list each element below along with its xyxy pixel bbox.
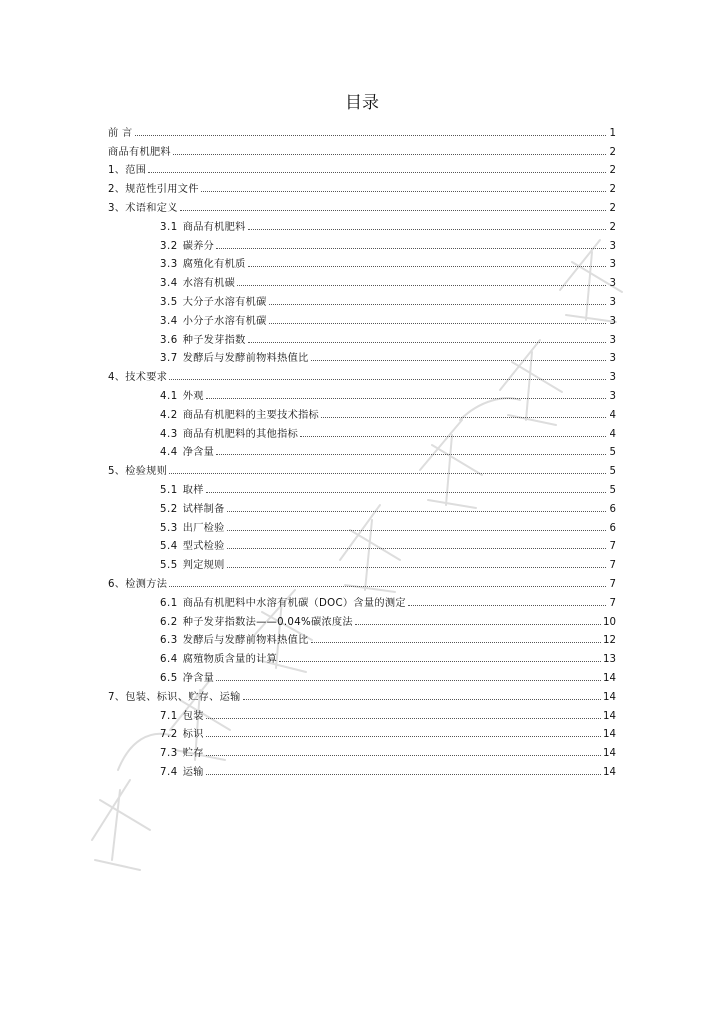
- toc-entry-page: 2: [609, 202, 616, 214]
- toc-entry-page: 4: [609, 409, 616, 421]
- toc-entry-number: 4.2: [160, 409, 178, 421]
- dot-leader: [169, 586, 606, 587]
- toc-entry-page: 5: [609, 447, 616, 459]
- toc-entry-page: 2: [609, 221, 616, 233]
- toc-entry-label: 7、包装、标识、贮存、运输: [108, 691, 241, 703]
- toc-entry-page: 5: [609, 466, 616, 478]
- toc-entry-number: 4.4: [160, 447, 178, 459]
- toc-entry-page: 3: [609, 334, 616, 346]
- toc-entry[interactable]: [108, 195, 616, 214]
- toc-entry[interactable]: [108, 176, 616, 195]
- toc-entry-label: 运输: [182, 766, 204, 778]
- toc-entry[interactable]: [108, 383, 616, 402]
- toc-entry[interactable]: [108, 515, 616, 534]
- toc-entry[interactable]: [108, 703, 616, 722]
- toc-entry-number: 5.2: [160, 503, 178, 515]
- toc-entry-number: 7.3: [160, 748, 178, 760]
- toc-entry-label: 包装: [182, 710, 204, 722]
- toc-entry-number: 7.1: [160, 710, 178, 722]
- toc-entry-label: 1、范围: [108, 165, 147, 177]
- dot-leader: [206, 774, 601, 775]
- dot-leader: [216, 454, 606, 455]
- dot-leader: [243, 699, 601, 700]
- toc-entry[interactable]: [108, 590, 616, 609]
- toc-entry-page: 12: [603, 635, 616, 647]
- toc-entry-label: 种子发芽指数法——0.04%碳浓度法: [182, 616, 353, 628]
- toc-entry-page: 6: [609, 522, 616, 534]
- toc-entry-page: 14: [603, 691, 616, 703]
- toc-entry[interactable]: [108, 609, 616, 628]
- toc-list: [108, 120, 616, 778]
- dot-leader: [321, 417, 606, 418]
- dot-leader: [201, 191, 606, 192]
- toc-entry-page: 14: [603, 748, 616, 760]
- dot-leader: [227, 548, 606, 549]
- dot-leader: [408, 605, 606, 606]
- toc-entry[interactable]: [108, 346, 616, 365]
- toc-entry[interactable]: [108, 740, 616, 759]
- toc-entry-label: 商品有机肥料的主要技术指标: [182, 409, 320, 421]
- toc-entry[interactable]: [108, 158, 616, 177]
- toc-entry-label: 标识: [182, 729, 204, 741]
- toc-entry-label: 出厂检验: [182, 522, 225, 534]
- toc-entry-label: 大分子水溶有机碳: [182, 296, 267, 308]
- toc-entry[interactable]: [108, 552, 616, 571]
- dot-leader: [248, 266, 606, 267]
- dot-leader: [206, 398, 606, 399]
- toc-entry-page: 3: [609, 315, 616, 327]
- toc-entry-page: 2: [609, 184, 616, 196]
- table-of-contents: [108, 92, 616, 778]
- toc-entry[interactable]: [108, 289, 616, 308]
- toc-entry[interactable]: [108, 628, 616, 647]
- toc-entry-number: 5.5: [160, 560, 178, 572]
- toc-entry-page: 1: [609, 127, 616, 139]
- toc-entry[interactable]: [108, 364, 616, 383]
- toc-entry-page: 4: [609, 428, 616, 440]
- toc-entry[interactable]: [108, 722, 616, 741]
- toc-entry-label: 贮存: [182, 748, 204, 760]
- toc-entry-page: 14: [603, 672, 616, 684]
- toc-entry[interactable]: [108, 252, 616, 271]
- toc-entry-label: 4、技术要求: [108, 372, 168, 384]
- dot-leader: [311, 360, 606, 361]
- toc-entry-number: 3.4: [160, 315, 178, 327]
- toc-entry-label: 发酵后与发酵前物料热值比: [182, 353, 309, 365]
- toc-entry-page: 14: [603, 766, 616, 778]
- dot-leader: [148, 172, 606, 173]
- toc-entry-number: 6.4: [160, 654, 178, 666]
- dot-leader: [206, 736, 601, 737]
- toc-entry-page: 3: [609, 259, 616, 271]
- toc-entry-page: 7: [609, 560, 616, 572]
- toc-entry-label: 判定规则: [182, 560, 225, 572]
- toc-entry-page: 13: [603, 654, 616, 666]
- dot-leader: [180, 210, 606, 211]
- toc-entry-number: 6.2: [160, 616, 178, 628]
- toc-entry[interactable]: [108, 684, 616, 703]
- dot-leader: [311, 642, 601, 643]
- toc-entry-label: 净含量: [182, 672, 215, 684]
- toc-entry-number: 3.4: [160, 278, 178, 290]
- dot-leader: [248, 342, 606, 343]
- dot-leader: [237, 285, 606, 286]
- dot-leader: [227, 511, 606, 512]
- toc-entry-number: 3.3: [160, 259, 178, 271]
- toc-entry-page: 3: [609, 240, 616, 252]
- toc-entry-label: 腐殖化有机质: [182, 259, 246, 271]
- toc-title: 目录: [345, 93, 379, 113]
- toc-entry[interactable]: [108, 120, 616, 139]
- dot-leader: [169, 379, 606, 380]
- toc-entry-page: 5: [609, 484, 616, 496]
- toc-entry[interactable]: [108, 496, 616, 515]
- toc-entry-number: 5.3: [160, 522, 178, 534]
- toc-entry[interactable]: [108, 646, 616, 665]
- toc-entry-label: 净含量: [182, 447, 215, 459]
- dot-leader: [135, 135, 606, 136]
- toc-entry-page: 6: [609, 503, 616, 515]
- dot-leader: [355, 624, 601, 625]
- dot-leader: [300, 436, 606, 437]
- dot-leader: [206, 492, 606, 493]
- toc-entry-number: 3.7: [160, 353, 178, 365]
- toc-entry-number: 3.2: [160, 240, 178, 252]
- toc-entry-number: 6.5: [160, 672, 178, 684]
- toc-entry-label: 商品有机肥料中水溶有机碳（DOC）含量的测定: [182, 597, 406, 609]
- dot-leader: [227, 567, 606, 568]
- toc-entry[interactable]: [108, 327, 616, 346]
- dot-leader: [206, 718, 601, 719]
- toc-entry-label: 2、规范性引用文件: [108, 184, 199, 196]
- toc-entry-page: 14: [603, 710, 616, 722]
- toc-entry-number: 6.1: [160, 597, 178, 609]
- dot-leader: [269, 323, 606, 324]
- toc-entry-page: 7: [609, 541, 616, 553]
- toc-entry-label: 前 言: [108, 127, 133, 139]
- toc-entry-number: 4.3: [160, 428, 178, 440]
- toc-entry-page: 14: [603, 729, 616, 741]
- toc-entry-number: 3.1: [160, 221, 178, 233]
- toc-entry-number: 3.5: [160, 296, 178, 308]
- toc-entry-page: 3: [609, 372, 616, 384]
- toc-entry-number: 5.1: [160, 484, 178, 496]
- toc-entry-number: 7.4: [160, 766, 178, 778]
- toc-entry-page: 7: [609, 578, 616, 590]
- toc-entry-page: 2: [609, 146, 616, 158]
- toc-entry-label: 水溶有机碳: [182, 278, 236, 290]
- dot-leader: [169, 473, 606, 474]
- dot-leader: [279, 661, 601, 662]
- toc-entry[interactable]: [108, 139, 616, 158]
- toc-entry-label: 发酵后与发酵前物料热值比: [182, 635, 309, 647]
- toc-entry[interactable]: [108, 402, 616, 421]
- toc-entry[interactable]: [108, 477, 616, 496]
- dot-leader: [216, 680, 601, 681]
- dot-leader: [269, 304, 606, 305]
- toc-entry-label: 型式检验: [182, 541, 225, 553]
- toc-entry-label: 取样: [182, 484, 204, 496]
- toc-entry[interactable]: [108, 214, 616, 233]
- toc-entry[interactable]: [108, 233, 616, 252]
- toc-entry-label: 试样制备: [182, 503, 225, 515]
- toc-entry[interactable]: [108, 308, 616, 327]
- toc-entry-label: 商品有机肥料的其他指标: [182, 428, 299, 440]
- toc-entry[interactable]: [108, 665, 616, 684]
- toc-entry-label: 5、检验规则: [108, 466, 168, 478]
- toc-entry-number: 4.1: [160, 390, 178, 402]
- toc-entry-label: 3、术语和定义: [108, 202, 178, 214]
- toc-entry-number: 7.2: [160, 729, 178, 741]
- toc-entry-page: 2: [609, 165, 616, 177]
- toc-entry-label: 商品有机肥料: [182, 221, 246, 233]
- dot-leader: [216, 248, 606, 249]
- toc-entry-number: 6.3: [160, 635, 178, 647]
- toc-entry-page: 3: [609, 296, 616, 308]
- toc-entry-page: 3: [609, 390, 616, 402]
- toc-entry-label: 商品有机肥料: [108, 146, 171, 158]
- toc-entry[interactable]: [108, 440, 616, 459]
- toc-entry-label: 碳养分: [182, 240, 215, 252]
- dot-leader: [227, 530, 606, 531]
- toc-entry[interactable]: [108, 759, 616, 778]
- toc-entry-number: 5.4: [160, 541, 178, 553]
- toc-entry[interactable]: [108, 458, 616, 477]
- toc-entry-page: 10: [603, 616, 616, 628]
- toc-entry[interactable]: [108, 534, 616, 553]
- toc-entry-label: 外观: [182, 390, 204, 402]
- toc-entry-page: 3: [609, 278, 616, 290]
- toc-entry-label: 6、检测方法: [108, 578, 168, 590]
- dot-leader: [206, 755, 601, 756]
- toc-entry[interactable]: [108, 421, 616, 440]
- toc-entry[interactable]: [108, 270, 616, 289]
- toc-entry-label: 种子发芽指数: [182, 334, 246, 346]
- toc-entry[interactable]: [108, 571, 616, 590]
- toc-entry-number: 3.6: [160, 334, 178, 346]
- toc-entry-label: 小分子水溶有机碳: [182, 315, 267, 327]
- toc-entry-page: 3: [609, 353, 616, 365]
- toc-entry-label: 腐殖物质含量的计算: [182, 654, 278, 666]
- dot-leader: [173, 154, 606, 155]
- dot-leader: [248, 229, 606, 230]
- toc-entry-page: 7: [609, 597, 616, 609]
